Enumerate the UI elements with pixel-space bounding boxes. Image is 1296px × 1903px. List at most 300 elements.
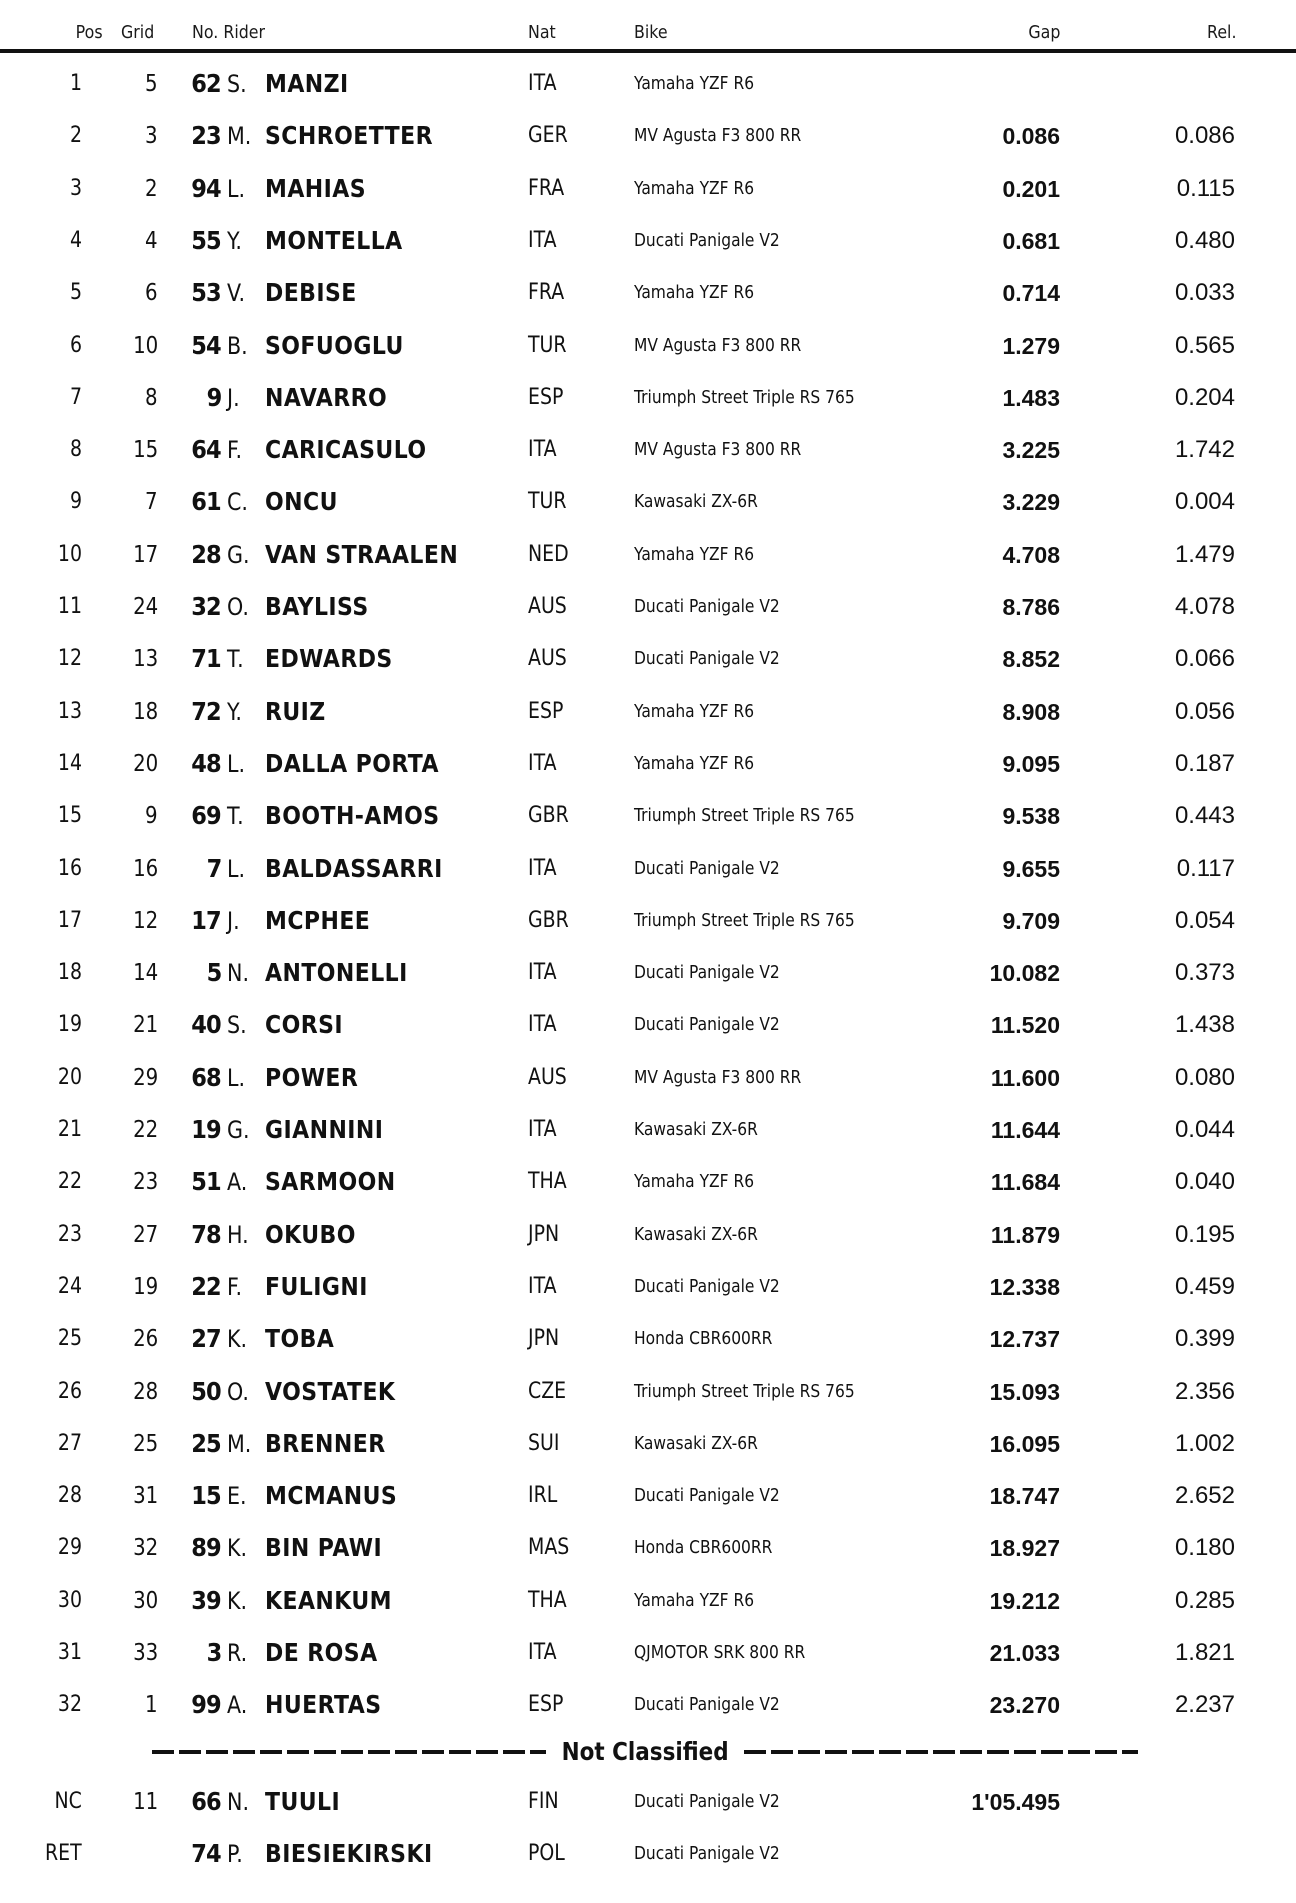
rider-surname: BIN PAWI — [265, 1533, 383, 1562]
bike-model: Triumph Street Triple RS 765 — [634, 805, 855, 826]
nationality: FIN — [528, 1789, 559, 1814]
gap-to-leader: 8.852 — [1002, 646, 1060, 672]
result-row — [0, 1372, 1296, 1412]
result-row — [0, 1633, 1296, 1673]
grid-position: 15 — [132, 437, 158, 463]
position: 11 — [57, 594, 82, 619]
rider-number: 68 — [191, 1063, 221, 1092]
not-classified-row — [0, 1782, 1296, 1822]
grid-position: 31 — [132, 1483, 158, 1509]
rider-initial: L. — [227, 175, 246, 203]
nationality: ITA — [528, 1117, 557, 1142]
bike-model: MV Agusta F3 800 RR — [634, 125, 802, 146]
bike-model: Ducati Panigale V2 — [634, 962, 780, 983]
relative-gap: 2.237 — [1174, 1691, 1235, 1718]
gap-to-leader: 11.684 — [990, 1169, 1060, 1195]
grid-position: 3 — [145, 123, 158, 149]
grid-position: 4 — [145, 228, 158, 254]
header-grid-label: Grid — [121, 22, 155, 43]
relative-gap: 0.080 — [1174, 1064, 1235, 1091]
bike-model: MV Agusta F3 800 RR — [634, 1067, 802, 1088]
grid-position: 24 — [132, 594, 158, 620]
nationality: ITA — [528, 1640, 557, 1665]
grid-position: 1 — [145, 1692, 158, 1718]
bike-model: Yamaha YZF R6 — [634, 1590, 755, 1611]
relative-gap: 0.565 — [1174, 332, 1235, 359]
gap-to-leader: 11.644 — [990, 1117, 1060, 1143]
grid-position: 28 — [132, 1379, 158, 1405]
result-row — [0, 901, 1296, 941]
relative-gap: 0.285 — [1174, 1587, 1235, 1614]
gap-to-leader: 0.681 — [1002, 228, 1060, 254]
position: 10 — [57, 542, 82, 567]
bike-model: Ducati Panigale V2 — [634, 596, 780, 617]
bike-model: Ducati Panigale V2 — [634, 858, 780, 879]
result-row — [0, 378, 1296, 418]
rider-initial: V. — [227, 279, 246, 307]
rider-surname: BRENNER — [265, 1429, 386, 1458]
rider-number: 15 — [191, 1481, 221, 1510]
bike-model: Yamaha YZF R6 — [634, 178, 755, 199]
grid-position: 7 — [145, 489, 158, 515]
gap-to-leader: 12.338 — [989, 1274, 1060, 1300]
bike-model: Yamaha YZF R6 — [634, 282, 755, 303]
rider-number: 62 — [191, 69, 221, 98]
rider-number: 74 — [191, 1839, 221, 1868]
rider-number: 32 — [191, 592, 221, 621]
header-no-rider-label: No. Rider — [192, 22, 266, 43]
nationality: ESP — [528, 699, 564, 724]
rider-number: 17 — [191, 906, 221, 935]
relative-gap: 0.195 — [1174, 1221, 1235, 1248]
rider-surname: SARMOON — [265, 1167, 396, 1196]
result-row — [0, 1581, 1296, 1621]
rider-number: 61 — [191, 487, 221, 516]
separator-label: Not Classified — [561, 1737, 729, 1766]
position: 25 — [57, 1326, 82, 1351]
rider-surname: BALDASSARRI — [265, 854, 443, 883]
gap-to-leader: 9.655 — [1002, 856, 1060, 882]
rider-initial: J. — [227, 384, 240, 412]
rider-number: 3 — [206, 1638, 221, 1667]
position: RET — [45, 1841, 82, 1866]
gap-to-leader: 16.095 — [989, 1431, 1060, 1457]
nationality: THA — [528, 1588, 567, 1613]
bike-model: Ducati Panigale V2 — [634, 1485, 780, 1506]
bike-model: Ducati Panigale V2 — [634, 648, 780, 669]
nationality: TUR — [528, 489, 567, 514]
rider-surname: RUIZ — [265, 697, 326, 726]
rider-surname: MONTELLA — [265, 226, 403, 255]
rider-number: 54 — [191, 331, 221, 360]
rider-initial: G. — [227, 541, 250, 569]
gap-to-leader: 23.270 — [989, 1692, 1060, 1718]
gap-to-leader: 9.709 — [1002, 908, 1060, 934]
rider-surname: EDWARDS — [265, 644, 393, 673]
gap-to-leader: 10.082 — [989, 960, 1060, 986]
relative-gap: 0.117 — [1176, 855, 1235, 882]
gap-to-leader: 12.737 — [989, 1326, 1060, 1352]
bike-model: Yamaha YZF R6 — [634, 701, 755, 722]
nationality: FRA — [528, 176, 565, 201]
rider-initial: F. — [227, 1273, 243, 1301]
rider-number: 64 — [191, 435, 221, 464]
rider-surname: VAN STRAALEN — [265, 540, 459, 569]
rider-initial: L. — [227, 750, 246, 778]
nationality: GBR — [528, 803, 569, 828]
rider-number: 7 — [206, 854, 221, 883]
bike-model: Ducati Panigale V2 — [634, 1694, 780, 1715]
rider-surname: DEBISE — [265, 278, 357, 307]
relative-gap: 0.066 — [1174, 645, 1235, 672]
position: 12 — [57, 646, 82, 671]
relative-gap: 1.479 — [1174, 541, 1235, 568]
rider-initial: J. — [227, 907, 240, 935]
grid-position: 10 — [132, 333, 158, 359]
header-grid — [121, 20, 159, 46]
rider-number: 69 — [191, 801, 221, 830]
bike-model: Kawasaki ZX-6R — [634, 1119, 758, 1140]
rider-initial: N. — [227, 959, 250, 987]
nationality: TUR — [528, 333, 567, 358]
gap-to-leader: 8.786 — [1002, 594, 1060, 620]
nationality: AUS — [528, 594, 567, 619]
result-row — [0, 430, 1296, 470]
rider-initial: O. — [227, 593, 249, 621]
rider-number: 22 — [191, 1272, 221, 1301]
nationality: ESP — [528, 385, 564, 410]
grid-position: 5 — [145, 71, 158, 97]
gap-to-leader: 8.908 — [1002, 699, 1060, 725]
nationality: ITA — [528, 1274, 557, 1299]
position: 14 — [57, 751, 82, 776]
rider-initial: L. — [227, 1064, 246, 1092]
grid-position: 8 — [145, 385, 158, 411]
position: 4 — [69, 228, 82, 253]
rider-number: 5 — [206, 958, 221, 987]
grid-position: 23 — [132, 1169, 158, 1195]
gap-to-leader: 3.225 — [1002, 437, 1060, 463]
relative-gap: 0.480 — [1174, 227, 1235, 254]
rider-number: 94 — [191, 174, 221, 203]
result-row — [0, 744, 1296, 784]
position: 22 — [57, 1169, 82, 1194]
bike-model: Ducati Panigale V2 — [634, 1276, 780, 1297]
relative-gap: 0.033 — [1174, 279, 1235, 306]
rider-initial: K. — [227, 1325, 248, 1353]
rider-initial: Y. — [227, 227, 242, 255]
position: 19 — [57, 1012, 82, 1037]
nationality: AUS — [528, 1065, 567, 1090]
position: 28 — [57, 1483, 82, 1508]
position: 18 — [57, 960, 82, 985]
result-row — [0, 273, 1296, 313]
grid-position: 20 — [132, 751, 158, 777]
rider-surname: DALLA PORTA — [265, 749, 439, 778]
rider-surname: VOSTATEK — [265, 1377, 396, 1406]
position: 1 — [69, 71, 82, 96]
rider-number: 25 — [191, 1429, 221, 1458]
gap-to-leader: 11.520 — [990, 1012, 1060, 1038]
position: 2 — [69, 123, 82, 148]
nationality: AUS — [528, 646, 567, 671]
nationality: POL — [528, 1841, 565, 1866]
nationality: ESP — [528, 1692, 564, 1717]
bike-model: Triumph Street Triple RS 765 — [634, 910, 855, 931]
grid-position: 9 — [145, 803, 158, 829]
grid-position: 22 — [132, 1117, 158, 1143]
gap-to-leader: 18.927 — [989, 1535, 1060, 1561]
rider-surname: TUULI — [265, 1787, 341, 1816]
position: 3 — [69, 176, 82, 201]
bike-model: Ducati Panigale V2 — [634, 1791, 780, 1812]
result-row — [0, 849, 1296, 889]
gap-to-leader: 11.600 — [990, 1065, 1060, 1091]
header-bike-label: Bike — [634, 22, 668, 43]
separator-dashes-right — [744, 1750, 1138, 1754]
grid-position: 30 — [132, 1588, 158, 1614]
nationality: ITA — [528, 751, 557, 776]
result-row — [0, 221, 1296, 261]
position: 24 — [57, 1274, 82, 1299]
gap-to-leader: 0.201 — [1002, 176, 1060, 202]
relative-gap: 1.438 — [1174, 1011, 1235, 1038]
rider-number: 89 — [191, 1533, 221, 1562]
gap-to-leader: 1.279 — [1002, 333, 1060, 359]
rider-initial: B. — [227, 332, 248, 360]
grid-position: 6 — [145, 280, 158, 306]
result-row — [0, 1110, 1296, 1150]
grid-position: 17 — [132, 542, 158, 568]
result-row — [0, 326, 1296, 366]
result-row — [0, 1267, 1296, 1307]
rider-initial: R. — [227, 1639, 248, 1667]
rider-number: 53 — [191, 278, 221, 307]
not-classified-separator — [152, 1736, 1138, 1768]
bike-model: MV Agusta F3 800 RR — [634, 335, 802, 356]
gap-to-leader: 15.093 — [989, 1379, 1060, 1405]
rider-surname: TOBA — [265, 1324, 335, 1353]
result-row — [0, 639, 1296, 679]
position: 21 — [57, 1117, 82, 1142]
bike-model: MV Agusta F3 800 RR — [634, 439, 802, 460]
gap-to-leader: 1.483 — [1002, 385, 1060, 411]
position: 16 — [57, 856, 82, 881]
nationality: FRA — [528, 280, 565, 305]
bike-model: Honda CBR600RR — [634, 1328, 773, 1349]
header-pos-label: Pos — [76, 22, 103, 43]
nationality: ITA — [528, 1012, 557, 1037]
position: 9 — [69, 489, 82, 514]
rider-surname: KEANKUM — [265, 1586, 393, 1615]
nationality: JPN — [528, 1326, 560, 1351]
rider-initial: T. — [227, 802, 244, 830]
result-row — [0, 796, 1296, 836]
rider-initial: E. — [227, 1482, 247, 1510]
rider-surname: BAYLISS — [265, 592, 369, 621]
gap-to-leader: 3.229 — [1002, 489, 1060, 515]
rider-number: 39 — [191, 1586, 221, 1615]
nationality: IRL — [528, 1483, 558, 1508]
gap-to-leader: 4.708 — [1002, 542, 1060, 568]
rider-initial: M. — [227, 1430, 252, 1458]
rider-surname: MCPHEE — [265, 906, 371, 935]
rider-number: 23 — [191, 121, 221, 150]
rider-initial: S. — [227, 1011, 247, 1039]
rider-initial: A. — [227, 1691, 248, 1719]
rider-initial: K. — [227, 1534, 248, 1562]
header-nat-label: Nat — [528, 22, 556, 43]
header-rel — [1203, 20, 1237, 46]
gap-to-leader: 9.538 — [1002, 803, 1060, 829]
bike-model: Kawasaki ZX-6R — [634, 1433, 758, 1454]
rider-surname: CORSI — [265, 1010, 344, 1039]
bike-model: Ducati Panigale V2 — [634, 1014, 780, 1035]
result-row — [0, 535, 1296, 575]
rider-number: 9 — [206, 383, 221, 412]
position: 31 — [57, 1640, 82, 1665]
relative-gap: 1.742 — [1174, 436, 1235, 463]
result-row — [0, 1215, 1296, 1255]
rider-number: 71 — [191, 644, 221, 673]
rider-initial: N. — [227, 1788, 250, 1816]
relative-gap: 0.044 — [1174, 1116, 1235, 1143]
rider-number: 28 — [191, 540, 221, 569]
rider-surname: ANTONELLI — [265, 958, 408, 987]
rider-number: 99 — [191, 1690, 221, 1719]
relative-gap: 0.086 — [1174, 122, 1235, 149]
nationality: GER — [528, 123, 568, 148]
rider-initial: K. — [227, 1587, 248, 1615]
rider-surname: POWER — [265, 1063, 359, 1092]
relative-gap: 0.187 — [1174, 750, 1235, 777]
gap-to-leader: 0.086 — [1002, 123, 1060, 149]
position: 15 — [57, 803, 82, 828]
nationality: MAS — [528, 1535, 570, 1560]
bike-model: Ducati Panigale V2 — [634, 1843, 780, 1864]
grid-position: 18 — [132, 699, 158, 725]
result-row — [0, 1476, 1296, 1516]
rider-surname: MCMANUS — [265, 1481, 398, 1510]
gap-to-leader: 0.714 — [1002, 280, 1060, 306]
result-row — [0, 1685, 1296, 1725]
header-pos — [72, 20, 103, 46]
bike-model: Yamaha YZF R6 — [634, 544, 755, 565]
result-row — [0, 1162, 1296, 1202]
position: 17 — [57, 908, 82, 933]
grid-position: 12 — [132, 908, 158, 934]
result-row — [0, 587, 1296, 627]
bike-model: Kawasaki ZX-6R — [634, 491, 758, 512]
relative-gap: 0.004 — [1174, 488, 1235, 515]
gap-to-leader: 21.033 — [989, 1640, 1060, 1666]
position: 27 — [57, 1431, 82, 1456]
nationality: THA — [528, 1169, 567, 1194]
gap-to-leader: 1'05.495 — [971, 1789, 1060, 1815]
bike-model: Yamaha YZF R6 — [634, 1171, 755, 1192]
rider-surname: BOOTH-AMOS — [265, 801, 440, 830]
result-row — [0, 64, 1296, 104]
rider-surname: MANZI — [265, 69, 349, 98]
nationality: JPN — [528, 1222, 560, 1247]
position: 23 — [57, 1222, 82, 1247]
bike-model: Yamaha YZF R6 — [634, 73, 755, 94]
grid-position: 21 — [132, 1012, 158, 1038]
position: NC — [54, 1789, 82, 1814]
nationality: ITA — [528, 437, 557, 462]
bike-model: Yamaha YZF R6 — [634, 753, 755, 774]
grid-position: 14 — [132, 960, 158, 986]
bike-model: Triumph Street Triple RS 765 — [634, 387, 855, 408]
rider-initial: S. — [227, 70, 247, 98]
rider-surname: FULIGNI — [265, 1272, 368, 1301]
rider-number: 40 — [191, 1010, 221, 1039]
grid-position: 16 — [132, 856, 158, 882]
rider-initial: H. — [227, 1221, 249, 1249]
grid-position: 26 — [132, 1326, 158, 1352]
position: 7 — [69, 385, 82, 410]
rider-initial: L. — [227, 855, 246, 883]
not-classified-row — [0, 1834, 1296, 1874]
grid-position: 11 — [132, 1789, 158, 1815]
rider-number: 66 — [191, 1787, 221, 1816]
separator-dashes-left — [152, 1750, 546, 1754]
nationality: ITA — [528, 960, 557, 985]
grid-position: 27 — [132, 1222, 158, 1248]
bike-model: Triumph Street Triple RS 765 — [634, 1381, 855, 1402]
grid-position: 25 — [132, 1431, 158, 1457]
relative-gap: 1.002 — [1174, 1430, 1235, 1457]
rider-surname: HUERTAS — [265, 1690, 382, 1719]
rider-surname: SCHROETTER — [265, 121, 433, 150]
relative-gap: 0.040 — [1174, 1168, 1235, 1195]
position: 8 — [69, 437, 82, 462]
relative-gap: 0.054 — [1174, 907, 1235, 934]
rider-surname: NAVARRO — [265, 383, 388, 412]
nationality: ITA — [528, 71, 557, 96]
relative-gap: 1.821 — [1174, 1639, 1235, 1666]
nationality: CZE — [528, 1379, 567, 1404]
result-row — [0, 692, 1296, 732]
grid-position: 2 — [145, 176, 158, 202]
position: 26 — [57, 1379, 82, 1404]
rider-initial: G. — [227, 1116, 250, 1144]
rider-number: 55 — [191, 226, 221, 255]
relative-gap: 0.443 — [1174, 802, 1235, 829]
header-bike — [634, 20, 672, 46]
bike-model: QJMOTOR SRK 800 RR — [634, 1642, 806, 1663]
position: 32 — [57, 1692, 82, 1717]
header-nat — [528, 20, 560, 46]
gap-to-leader: 11.879 — [990, 1222, 1060, 1248]
rider-surname: MAHIAS — [265, 174, 367, 203]
result-row — [0, 1058, 1296, 1098]
relative-gap: 4.078 — [1174, 593, 1235, 620]
position: 30 — [57, 1588, 82, 1613]
rider-number: 78 — [191, 1220, 221, 1249]
rider-number: 19 — [191, 1115, 221, 1144]
result-row — [0, 1005, 1296, 1045]
rider-initial: Y. — [227, 698, 242, 726]
relative-gap: 0.115 — [1176, 175, 1235, 202]
rider-initial: P. — [227, 1840, 243, 1868]
grid-position: 33 — [132, 1640, 158, 1666]
position: 13 — [57, 699, 82, 724]
position: 5 — [69, 280, 82, 305]
result-row — [0, 169, 1296, 209]
rider-initial: C. — [227, 488, 248, 516]
relative-gap: 2.652 — [1174, 1482, 1235, 1509]
